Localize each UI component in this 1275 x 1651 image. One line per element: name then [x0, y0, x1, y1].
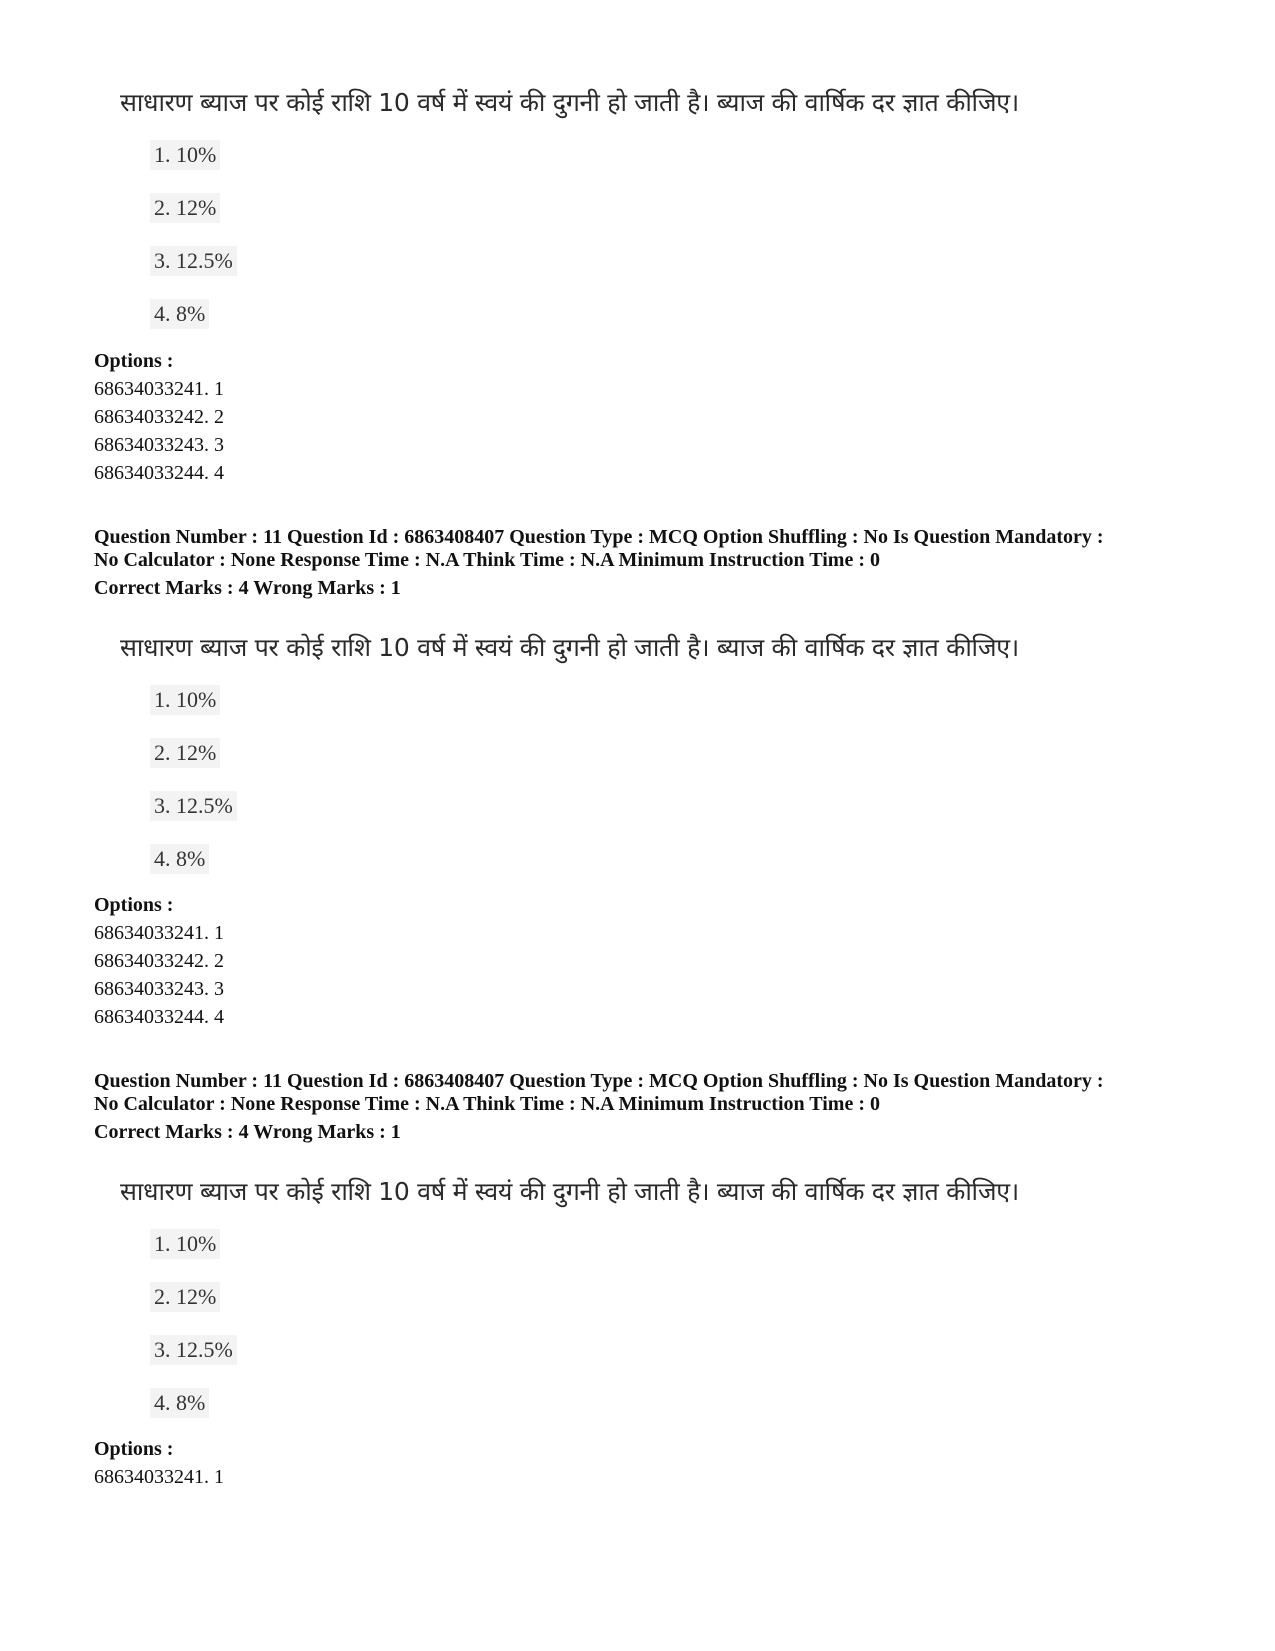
option-id-1: 68634033241. 1: [94, 922, 224, 944]
choice-1: 1. 10%: [150, 1229, 220, 1259]
choice-1: 1. 10%: [150, 140, 220, 170]
option-id-2: 68634033242. 2: [94, 406, 224, 428]
option-id-2: 68634033242. 2: [94, 950, 224, 972]
option-id-4: 68634033244. 4: [94, 1006, 224, 1028]
question-text: साधारण ब्याज पर कोई राशि 10 वर्ष में स्वयं की दुगनी हो जाती है। ब्याज की वार्षिक दर ज्ञात कीजिए।: [120, 88, 1019, 117]
choice-2: 2. 12%: [150, 193, 220, 223]
question-meta-line1: Question Number : 11 Question Id : 6863408407 Question Type : MCQ Option Shuffling : No Is Question Mandatory :: [94, 526, 1104, 548]
option-id-1: 68634033241. 1: [94, 1466, 224, 1488]
choice-4: 4. 8%: [150, 1388, 209, 1418]
question-marks: Correct Marks : 4 Wrong Marks : 1: [94, 1121, 401, 1143]
question-text: साधारण ब्याज पर कोई राशि 10 वर्ष में स्वयं की दुगनी हो जाती है। ब्याज की वार्षिक दर ज्ञात कीजिए।: [120, 633, 1019, 662]
choice-4: 4. 8%: [150, 299, 209, 329]
choice-1: 1. 10%: [150, 685, 220, 715]
question-marks: Correct Marks : 4 Wrong Marks : 1: [94, 577, 401, 599]
option-id-4: 68634033244. 4: [94, 462, 224, 484]
question-meta-line1: Question Number : 11 Question Id : 6863408407 Question Type : MCQ Option Shuffling : No Is Question Mandatory :: [94, 1070, 1104, 1092]
question-meta-line2: No Calculator : None Response Time : N.A Think Time : N.A Minimum Instruction Time : 0: [94, 549, 880, 571]
choice-3: 3. 12.5%: [150, 791, 237, 821]
question-text: साधारण ब्याज पर कोई राशि 10 वर्ष में स्वयं की दुगनी हो जाती है। ब्याज की वार्षिक दर ज्ञात कीजिए।: [120, 1177, 1019, 1206]
option-id-1: 68634033241. 1: [94, 378, 224, 400]
choice-3: 3. 12.5%: [150, 246, 237, 276]
choice-2: 2. 12%: [150, 1282, 220, 1312]
options-label: Options :: [94, 350, 174, 372]
options-label: Options :: [94, 1438, 174, 1460]
question-meta-line2: No Calculator : None Response Time : N.A Think Time : N.A Minimum Instruction Time : 0: [94, 1093, 880, 1115]
choice-4: 4. 8%: [150, 844, 209, 874]
option-id-3: 68634033243. 3: [94, 434, 224, 456]
choice-2: 2. 12%: [150, 738, 220, 768]
options-label: Options :: [94, 894, 174, 916]
choice-3: 3. 12.5%: [150, 1335, 237, 1365]
option-id-3: 68634033243. 3: [94, 978, 224, 1000]
